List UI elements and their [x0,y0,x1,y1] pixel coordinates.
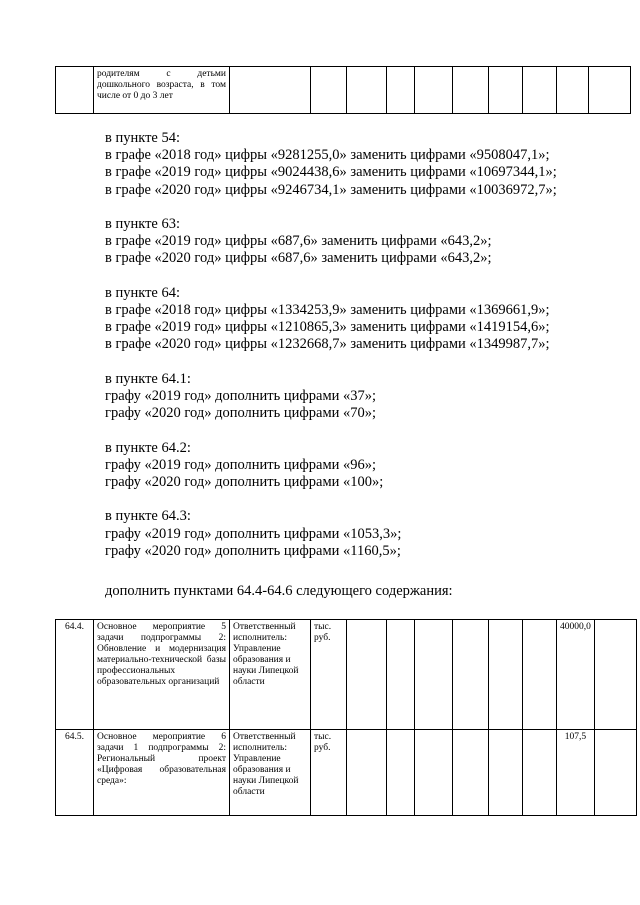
table-cell [557,67,589,114]
table-cell [347,620,387,730]
table-cell [387,67,415,114]
amendment-line: в графе «2019 год» цифры «687,6» заменить цифрами «643,2»; [105,233,492,250]
table-cell [489,67,523,114]
row-unit: тыс. руб. [311,620,347,730]
amendment-line: в графе «2020 год» цифры «687,6» заменить цифрами «643,2»; [105,250,492,267]
row-number: 64.5. [56,730,94,816]
row-number: 64.4. [56,620,94,730]
amendment-line: графу «2020 год» дополнить цифрами «100»; [105,474,384,490]
row-unit: тыс. руб. [311,730,347,816]
table-cell [594,730,636,816]
table-cell [453,67,489,114]
table-cell [230,67,311,114]
amendment-line: в пункте 64.1: [105,370,191,387]
table-cell-description: родителям с детьми дошкольного возраста, в том числе от 0 до 3 лет [94,67,230,114]
amendment-paragraph [105,440,605,492]
table-cell [589,67,631,114]
amendment-line: в пункте 63: [105,216,181,232]
amendment-line: в графе «2020 год» цифры «9246734,1» заменить цифрами «10036972,7»; [105,181,557,198]
amendment-line: в графе «2019 год» цифры «1210865,3» заменить цифрами «1419154,6»; [105,319,550,336]
table-cell [453,730,489,816]
table-cell [489,620,523,730]
table-row [56,67,631,114]
amendment-paragraph [105,371,605,423]
table-cell [387,620,415,730]
table-cell [56,67,94,114]
row-executor: Ответственный исполнитель: Управление образования и науки Липецкой области [230,620,311,730]
row-value: 40000,0 [557,620,595,730]
amendment-text [105,130,605,577]
amendment-line: графу «2019 год» дополнить цифрами «37»; [105,388,377,404]
amendment-paragraph [105,216,605,268]
row-description: Основное мероприятие 5 задачи подпрограммы 2: Обновление и модернизация материально-технической базы профессиональных образовательных организаций [94,620,230,730]
table-cell [523,67,557,114]
amendment-line: в пункте 64: [105,284,181,301]
row-description: Основное мероприятие 6 задачи 1 подпрограммы 2: Региональный проект «Цифровая образовательная среда»: [94,730,230,816]
table-cell [347,730,387,816]
top-table-fragment [55,66,631,114]
table-cell [523,730,557,816]
table-cell [415,67,453,114]
table-cell [415,620,453,730]
amendment-line: в графе «2018 год» цифры «9281255,0» заменить цифрами «9508047,1»; [105,147,550,164]
amendment-line: в графе «2020 год» цифры «1232668,7» заменить цифрами «1349987,7»; [105,336,550,353]
table-cell [594,620,636,730]
amendment-line: графу «2019 год» дополнить цифрами «1053,3»; [105,525,402,542]
amendment-paragraph [105,508,605,560]
amendment-line: в пункте 64.2: [105,439,191,456]
row-value: 107,5 [557,730,595,816]
amendment-line: графу «2020 год» дополнить цифрами «1160,5»; [105,542,401,559]
table-row [56,620,637,730]
table-cell [415,730,453,816]
amendment-line: графу «2019 год» дополнить цифрами «96»; [105,456,377,473]
amendment-line: в графе «2019 год» цифры «9024438,6» заменить цифрами «10697344,1»; [105,164,557,181]
amendment-line: в пункте 54: [105,130,181,146]
table-cell [453,620,489,730]
table-cell [387,730,415,816]
table-cell [489,730,523,816]
amendment-paragraph [105,130,605,199]
row-executor: Ответственный исполнитель: Управление образования и науки Липецкой области [230,730,311,816]
amendment-paragraph [105,285,605,354]
table-cell [523,620,557,730]
table-row [56,730,637,816]
amendment-line: в графе «2018 год» цифры «1334253,9» заменить цифрами «1369661,9»; [105,302,550,318]
amendment-line: графу «2020 год» дополнить цифрами «70»; [105,405,377,422]
table-cell [347,67,387,114]
closing-text: дополнить пунктами 64.4-64.6 следующего содержания: [105,583,453,599]
table-cell [311,67,347,114]
amendment-line: в пункте 64.3: [105,508,191,525]
addition-table [55,619,637,816]
